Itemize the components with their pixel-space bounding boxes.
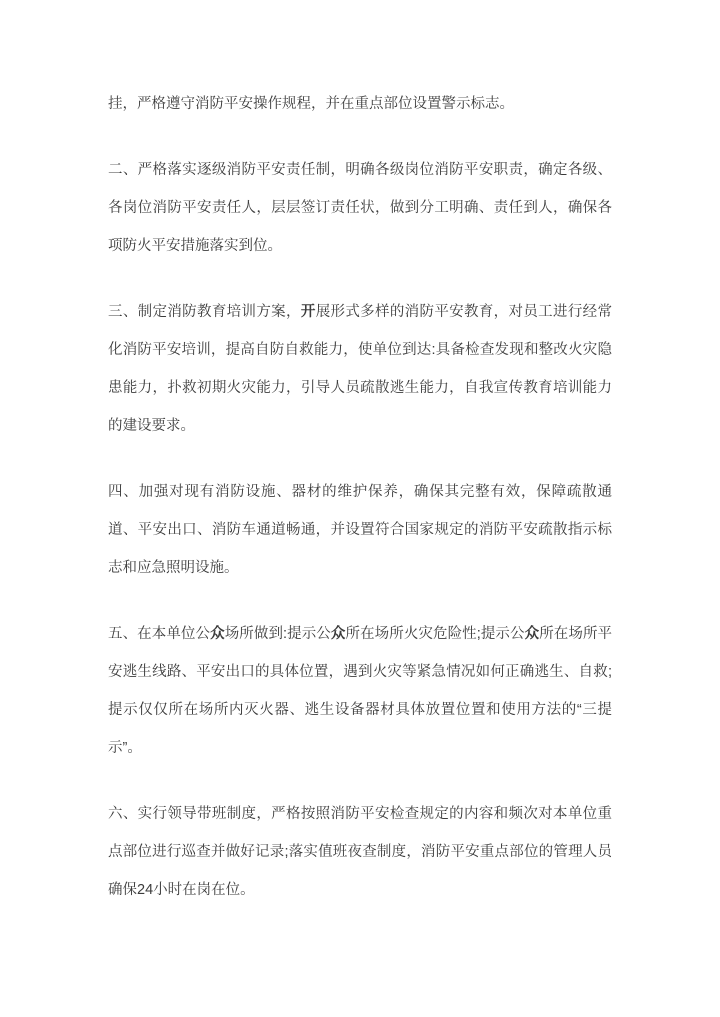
bold-text-segment: 众 — [210, 626, 225, 642]
paragraph-3 — [108, 293, 612, 445]
paragraph-6 — [108, 795, 612, 909]
paragraph-1 — [108, 85, 612, 123]
bold-text-segment: 众 — [524, 626, 540, 642]
text-segment: 三、制定消防教育培训方案， — [108, 304, 301, 320]
text-segment: 四、加强对现有消防设施、器材的维护保养，确保其完整有效，保障疏散通道、平安出口、消防车通道畅通，并设置符合国家规定的消防平安疏散指示标志和应急照明设施。 — [108, 484, 612, 576]
bold-text-segment: 众 — [330, 626, 346, 642]
text-segment: 场所做到:提示公 — [224, 626, 331, 642]
text-segment: 展形式多样的消防平安教育，对员工进行经常化消防平安培训，提高自防自救能力，使单位到达:具备检查发现和整改火灾隐患能力，扑救初期火灾能力，引导人员疏散逃生能力，自我宣传教育培训能力的建设要求。 — [108, 304, 613, 434]
text-segment: 二、严格落实逐级消防平安责任制，明确各级岗位消防平安职责，确定各级、各岗位消防平安责任人，层层签订责任状，做到分工明确、责任到人，确保各项防火平安措施落实到位。 — [108, 162, 612, 254]
text-segment: 挂，严格遵守消防平安操作规程，并在重点部位设置警示标志。 — [108, 96, 514, 112]
text-segment: 五、在本单位公 — [108, 626, 211, 642]
paragraph-4 — [108, 473, 612, 587]
text-segment: 六、实行领导带班制度，严格按照消防平安检查规定的内容和频次对本单位重点部位进行巡查并做好记录;落实值班夜查制度，消防平安重点部位的管理人员确保24小时在岗在位。 — [108, 806, 612, 898]
text-segment: 所在场所平安逃生线路、平安出口的具体位置，遇到火灾等紧急情况如何正确逃生、自救;提示仅仅所在场所内灭火器、逃生设备器材具体放置位置和使用方法的“三提示”。 — [108, 626, 613, 756]
paragraph-5 — [108, 615, 612, 767]
text-segment: 所在场所火灾危险性;提示公 — [345, 626, 525, 642]
paragraph-2 — [108, 151, 612, 265]
bold-text-segment: 开 — [300, 304, 316, 320]
